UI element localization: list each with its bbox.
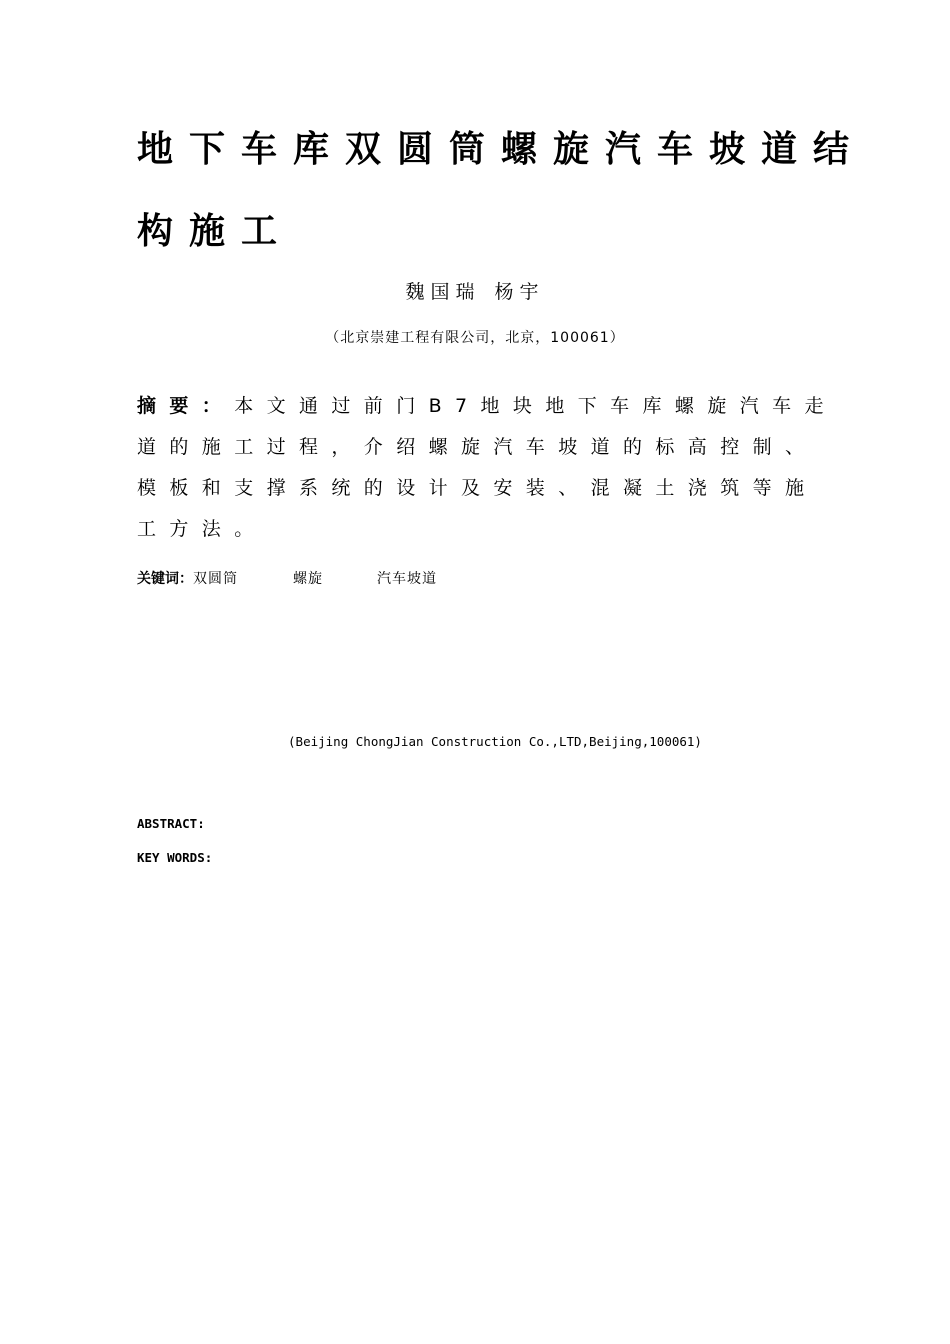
affiliation: （北京崇建工程有限公司，北京，100061） — [325, 330, 625, 346]
keyword: 双圆筒 — [193, 571, 238, 587]
english-affiliation: (Beijing ChongJian Construction Co.,LTD,Beijing,100061) — [288, 734, 702, 749]
author-name: 杨宇 — [494, 281, 545, 303]
paper-title-line-2: 构施工 — [137, 211, 294, 252]
author-list — [0, 283, 950, 302]
author-name: 魏国瑞 — [405, 281, 481, 303]
keyword: 汽车坡道 — [377, 571, 437, 587]
english-keywords-label: KEY WORDS: — [137, 850, 213, 865]
english-abstract-label: ABSTRACT: — [137, 816, 205, 831]
keywords — [137, 572, 437, 586]
keyword: 螺旋 — [293, 571, 323, 587]
abstract-label: 摘要： — [137, 395, 235, 417]
keywords-label: 关键词： — [137, 571, 193, 587]
abstract — [137, 386, 849, 550]
paper-title-line-1: 地下车库双圆筒螺旋汽车坡道结 — [137, 129, 866, 170]
abstract-text: 本文通过前门B7地块地下车库螺旋汽车走道的施工过程，介绍螺旋汽车坡道的标高控制、模板和支撑系统的设计及安装、混凝土浇筑等施工方法。 — [137, 395, 837, 540]
